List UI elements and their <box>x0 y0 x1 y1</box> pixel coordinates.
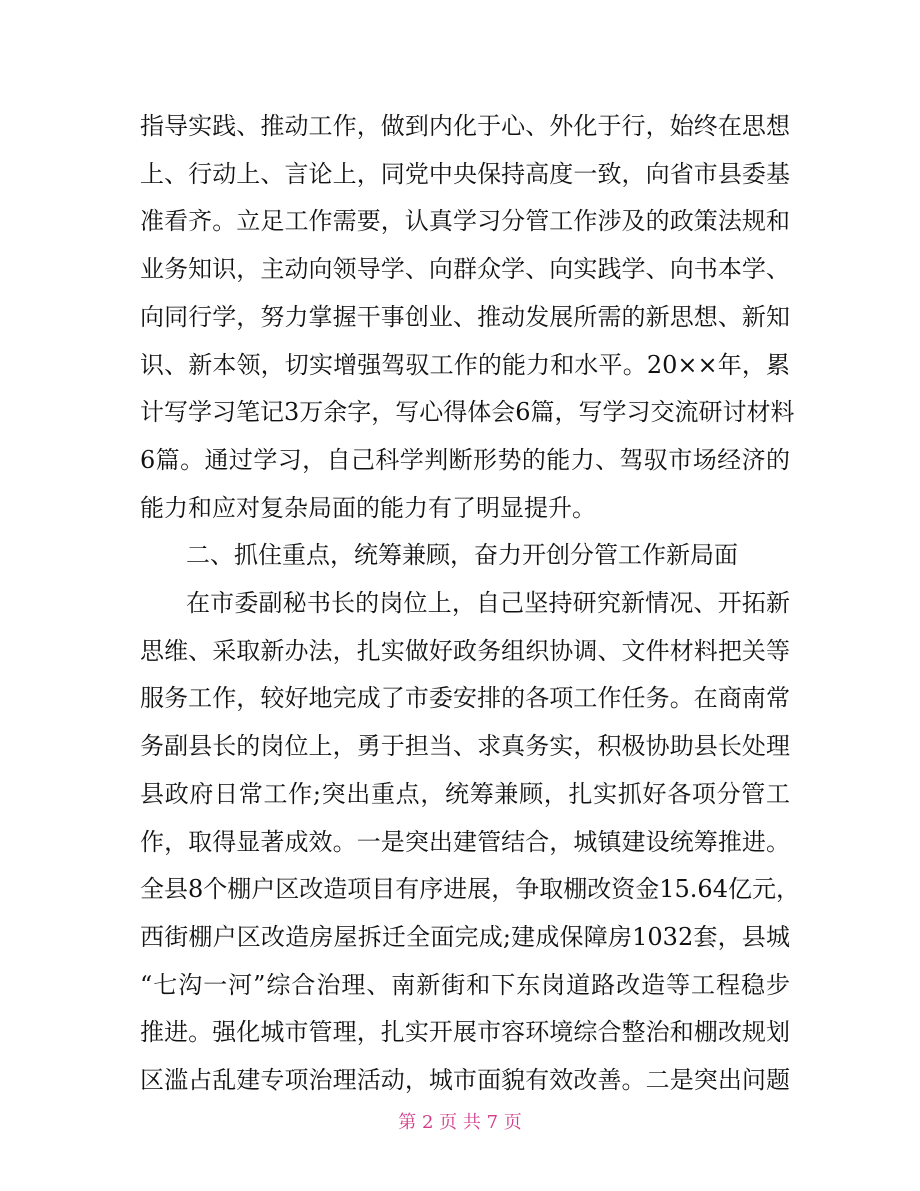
body-text-line: 指导实践、推动工作，做到内化于心、外化于行，始终在思想 <box>140 112 790 140</box>
body-text-line: 全县8个棚户区改造项目有序进展，争取棚改资金15.64亿元， <box>140 875 800 903</box>
body-text-line: 计写学习笔记3万余字，写心得体会6篇，写学习交流研讨材料 <box>140 398 795 426</box>
body-text-line: “七沟一河”综合治理、南新街和下东岗道路改造等工程稳步 <box>140 971 790 999</box>
body-text-line: 识、新本领，切实增强驾驭工作的能力和水平。20××年，累 <box>140 351 790 379</box>
body-text-line: 上、行动上、言论上，同党中央保持高度一致，向省市县委基 <box>140 160 790 188</box>
body-text-line: 准看齐。立足工作需要，认真学习分管工作涉及的政策法规和 <box>140 207 790 235</box>
body-text-line: 业务知识，主动向领导学、向群众学、向实践学、向书本学、 <box>140 255 790 283</box>
body-text-line: 务副县长的岗位上，勇于担当、求真务实，积极协助县长处理 <box>140 732 790 760</box>
body-text-line: 西街棚户区改造房屋拆迁全面完成;建成保障房1032套，县城 <box>140 923 790 951</box>
body-text-line: 服务工作，较好地完成了市委安排的各项工作任务。在商南常 <box>140 684 790 712</box>
page-footer: 第 2 页 共 7 页 <box>398 1112 522 1133</box>
body-text-line: 能力和应对复杂局面的能力有了明显提升。 <box>140 494 596 522</box>
body-text-line: 6篇。通过学习，自己科学判断形势的能力、驾驭市场经济的 <box>140 446 790 474</box>
body-text-line: 区滥占乱建专项治理活动，城市面貌有效改善。二是突出问题 <box>140 1066 790 1094</box>
body-text-line: 思维、采取新办法，扎实做好政务组织协调、文件材料把关等 <box>140 637 790 665</box>
paragraph-first-line: 在市委副秘书长的岗位上，自己坚持研究新情况、开拓新 <box>186 589 790 617</box>
body-text-line: 作，取得显著成效。一是突出建管结合，城镇建设统筹推进。 <box>140 828 790 856</box>
body-text-line: 县政府日常工作;突出重点，统筹兼顾，扎实抓好各项分管工 <box>140 780 790 808</box>
body-text-line: 推进。强化城市管理，扎实开展市容环境综合整治和棚改规划 <box>140 1018 790 1046</box>
body-text-line: 向同行学，努力掌握干事创业、推动发展所需的新思想、新知 <box>140 303 790 331</box>
section-heading: 二、抓住重点，统筹兼顾，奋力开创分管工作新局面 <box>186 541 738 569</box>
